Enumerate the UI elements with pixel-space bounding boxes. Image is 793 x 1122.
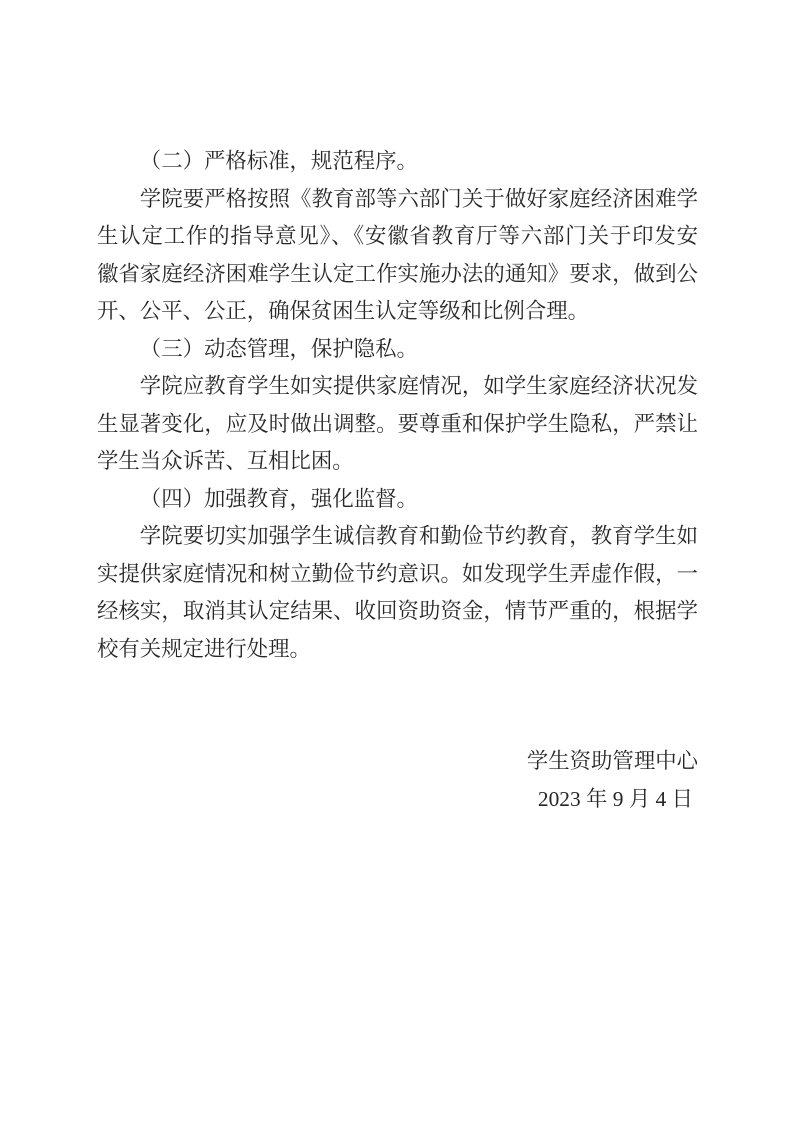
signature-date: 2023 年 9 月 4 日 xyxy=(537,786,693,811)
section-heading-3: （三）动态管理，保护隐私。 xyxy=(139,336,418,361)
body-line: 学院要严格按照《教育部等六部门关于做好家庭经济困难学 xyxy=(139,186,698,211)
signature-block xyxy=(97,743,698,818)
body-line: 学院应教育学生如实提供家庭情况，如学生家庭经济状况发 xyxy=(139,374,698,398)
body-line: 经核实，取消其认定结果、收回资助资金，情节严重的，根据学 xyxy=(97,599,698,623)
signature-name: 学生资助管理中心 xyxy=(526,749,698,773)
body-line: 开、公平、公正，确保贫困生认定等级和比例合理。 xyxy=(97,299,589,323)
section-heading-4: （四）加强教育，强化监督。 xyxy=(139,486,418,511)
body-line: 校有关规定进行处理。 xyxy=(97,636,311,661)
body-line: 学生当众诉苦、互相比困。 xyxy=(97,449,354,473)
body-line: 学院要切实加强学生诚信教育和勤俭节约教育，教育学生如 xyxy=(139,524,698,548)
body-line: 徽省家庭经济困难学生认定工作实施办法的通知》要求，做到公 xyxy=(97,261,698,286)
document-body xyxy=(97,143,698,818)
body-line: 生显著变化，应及时做出调整。要尊重和保护学生隐私，严禁让 xyxy=(97,411,698,436)
body-line: 生认定工作的指导意见》、《安徽省教育厅等六部门关于印发安 xyxy=(97,224,698,248)
section-heading-2: （二）严格标准，规范程序。 xyxy=(139,149,418,173)
body-line: 实提供家庭情况和树立勤俭节约意识。如发现学生弄虚作假，一 xyxy=(97,561,698,586)
